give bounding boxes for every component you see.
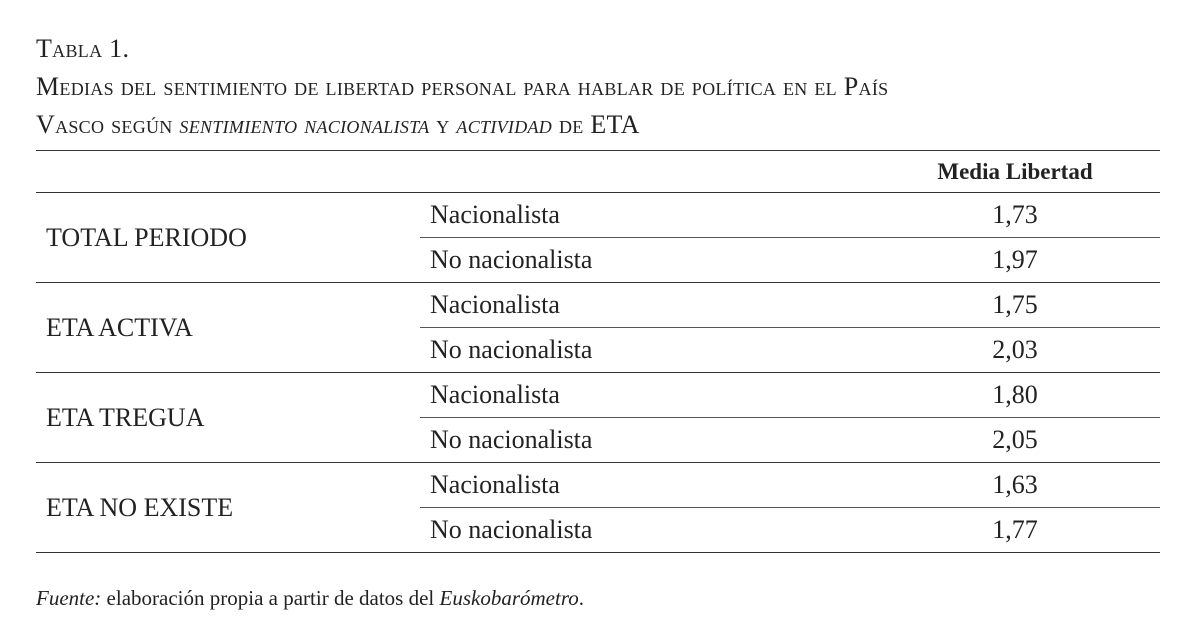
row-label: Nacionalista — [420, 463, 870, 508]
source-label: Fuente: — [36, 586, 102, 610]
row-value: 2,03 — [870, 328, 1160, 373]
table-title-line-1: Medias del sentimiento de libertad personal para hablar de política en el País — [36, 72, 889, 101]
row-label: No nacionalista — [420, 508, 870, 553]
title-text-mid: y — [436, 110, 450, 139]
source-end: . — [578, 586, 584, 610]
row-label: No nacionalista — [420, 328, 870, 373]
row-value: 2,05 — [870, 418, 1160, 463]
source-text: elaboración propia a partir de datos del — [106, 586, 435, 610]
table-number: Tabla 1. — [36, 34, 130, 63]
source-note — [36, 586, 584, 611]
row-value: 1,77 — [870, 508, 1160, 553]
row-value: 1,80 — [870, 373, 1160, 418]
group-label: ETA ACTIVA — [36, 283, 420, 373]
row-label: Nacionalista — [420, 283, 870, 328]
row-value: 1,63 — [870, 463, 1160, 508]
table-row — [36, 283, 1160, 328]
row-value: 1,75 — [870, 283, 1160, 328]
row-label: No nacionalista — [420, 418, 870, 463]
title-variable-activity: actividad — [456, 110, 553, 139]
table-row — [36, 193, 1160, 238]
row-label: No nacionalista — [420, 238, 870, 283]
table-caption — [36, 30, 1166, 144]
group-label: TOTAL PERIODO — [36, 193, 420, 283]
table-row — [36, 463, 1160, 508]
source-name: Euskobarómetro — [439, 586, 579, 610]
header-row — [36, 151, 1160, 193]
row-label: Nacionalista — [420, 373, 870, 418]
title-text-end: de ETA — [558, 110, 640, 139]
header-empty-sub — [420, 151, 870, 193]
data-table — [36, 150, 1160, 553]
row-label: Nacionalista — [420, 193, 870, 238]
title-variable-nationalist: sentimiento nacionalista — [179, 110, 430, 139]
table-title-line-2 — [36, 106, 1166, 144]
title-text-start: Vasco según — [36, 110, 173, 139]
header-empty-group — [36, 151, 420, 193]
group-label: ETA NO EXISTE — [36, 463, 420, 553]
row-value: 1,97 — [870, 238, 1160, 283]
table-row — [36, 373, 1160, 418]
group-label: ETA TREGUA — [36, 373, 420, 463]
row-value: 1,73 — [870, 193, 1160, 238]
header-media-libertad: Media Libertad — [870, 151, 1160, 193]
